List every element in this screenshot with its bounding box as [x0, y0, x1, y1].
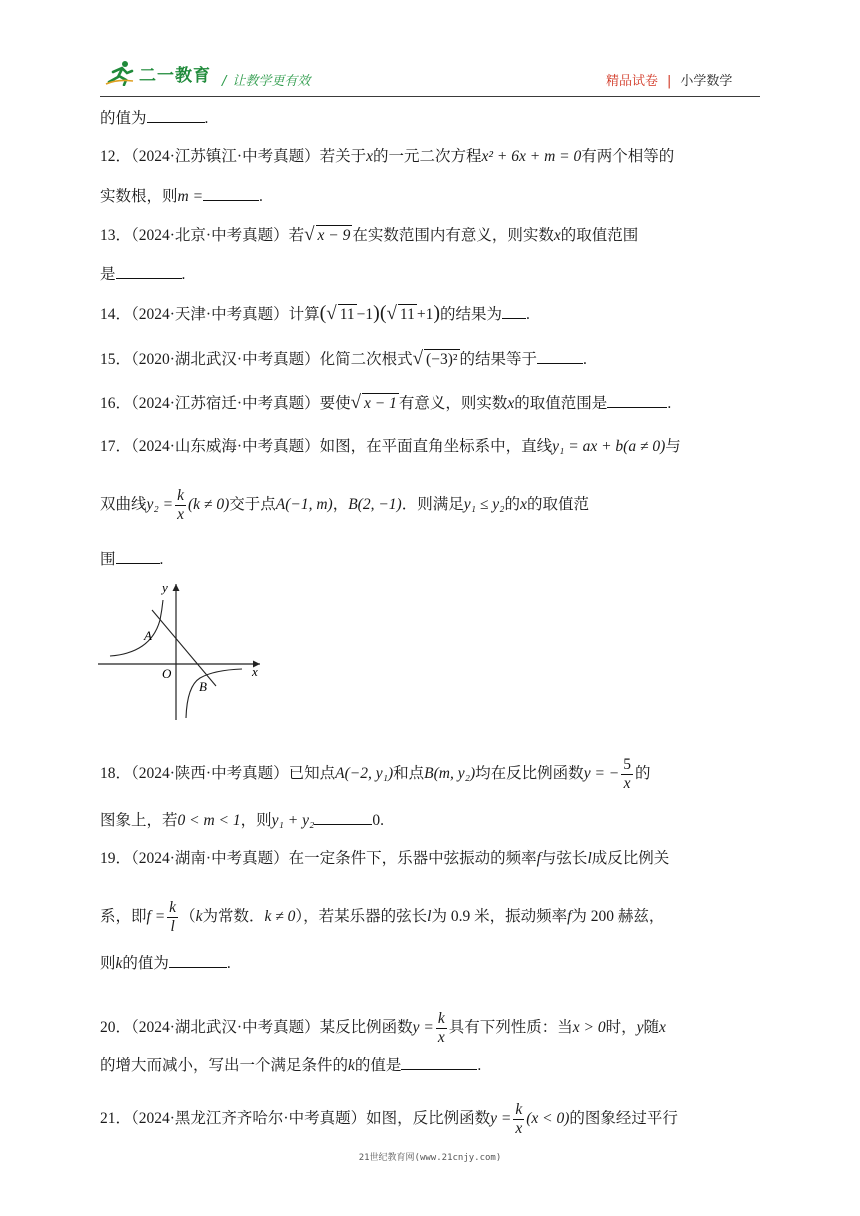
point-a-label: A [144, 628, 152, 643]
numerator: k [177, 487, 185, 504]
text: 的 [504, 496, 521, 514]
text: . [181, 266, 186, 283]
text: . [204, 110, 209, 127]
denominator: l [170, 918, 175, 935]
slogan [222, 70, 310, 89]
question-source: （2024·北京·中考真题） [131, 227, 289, 244]
origin-label: O [162, 666, 172, 681]
question-17 [100, 437, 681, 457]
fraction [513, 1101, 524, 1138]
text: （ [180, 908, 196, 926]
question-number: 15． [100, 351, 132, 368]
text: 随 [643, 1019, 659, 1037]
text: 则 [100, 955, 116, 972]
math: A(−2, y₁) [335, 765, 394, 783]
math: x − 1 [364, 395, 397, 412]
paren: ) [433, 302, 441, 324]
fraction [167, 899, 178, 936]
text: 的值为 [122, 955, 169, 972]
text: 某反比例函数 [319, 1019, 413, 1037]
fraction [436, 1010, 447, 1047]
text: 是 [100, 266, 116, 283]
question-12 [100, 147, 674, 167]
radical-sign: √ [304, 224, 315, 245]
answer-blank [607, 393, 667, 408]
question-19 [100, 849, 669, 869]
math: x [520, 496, 527, 514]
text: 的结果为 [440, 306, 503, 323]
denominator: x [437, 1029, 445, 1046]
math: l [427, 908, 432, 926]
text: ， [332, 496, 349, 514]
question-20 [100, 1010, 666, 1047]
math: x [659, 1019, 666, 1037]
fraction [175, 487, 186, 524]
math: −1 [356, 306, 374, 323]
math: +1 [416, 306, 434, 323]
text: 交于点 [229, 496, 276, 514]
text: 为常数． [202, 908, 265, 926]
denominator: x [515, 1120, 523, 1137]
math: 0 < m < 1 [177, 812, 241, 829]
question-12-line-2 [100, 186, 263, 207]
math: k [348, 1057, 355, 1074]
text: . [583, 351, 587, 368]
text: 的 [635, 765, 651, 783]
point-b-label: B [199, 679, 207, 694]
question-number: 14． [100, 306, 132, 323]
text: 为 200 赫兹， [571, 908, 665, 926]
math: 11 [399, 306, 415, 323]
math: x − 9 [317, 227, 351, 244]
text: 图象上，若 [100, 812, 178, 829]
text: 具有下列性质：当 [448, 1019, 573, 1037]
math: (−3)² [426, 351, 458, 368]
text: ．则满足 [401, 496, 464, 514]
answer-blank [169, 953, 227, 968]
text: 的取值范围 [560, 227, 639, 244]
math: y₁ + y₂ [271, 812, 315, 829]
text: 围 [100, 551, 116, 568]
text: 若关于 [319, 148, 367, 165]
question-source: （2024·湖北武汉·中考真题） [131, 1019, 320, 1037]
answer-blank [203, 186, 259, 201]
answer-blank [401, 1055, 477, 1070]
question-number: 21． [100, 1110, 132, 1128]
text: 有意义，则实数 [398, 395, 508, 412]
text: 计算 [288, 306, 320, 323]
math: y = [412, 1019, 434, 1037]
math: k [195, 908, 203, 926]
question-number: 17． [100, 438, 132, 455]
text: 若 [288, 227, 305, 244]
header-right [606, 70, 732, 89]
question-21 [100, 1101, 678, 1138]
hyperbola-branch-right [186, 669, 242, 718]
radical-sign: √ [350, 392, 362, 413]
numerator: k [515, 1101, 523, 1118]
text: 在一定条件下，乐器中弦振动的频率 [288, 850, 537, 867]
header-category: 精品试卷 [606, 74, 659, 89]
math: y = [490, 1110, 512, 1128]
question-number: 12． [100, 148, 132, 165]
text: . [159, 551, 164, 568]
math: l [587, 850, 592, 867]
text: . [477, 1057, 482, 1074]
question-15 [100, 349, 587, 370]
question-13 [100, 225, 638, 246]
question-19-line-3 [100, 953, 231, 974]
math: y₁ ≤ y₂ [463, 496, 505, 514]
text: 与弦长 [540, 850, 588, 867]
q17-graph [96, 578, 266, 724]
question-number: 13． [100, 227, 132, 244]
text: 双曲线 [100, 496, 147, 514]
radical-sign: √ [326, 303, 337, 324]
question-14 [100, 303, 530, 325]
paren: )( [373, 302, 387, 324]
question-source: （2024·黑龙江齐齐哈尔·中考真题） [131, 1110, 367, 1128]
answer-blank [116, 549, 160, 564]
denominator: x [623, 775, 631, 792]
runner-logo-icon [105, 60, 135, 86]
question-16 [100, 393, 671, 414]
math: x [366, 148, 373, 165]
text: ），若某乐器的弦长 [295, 908, 428, 926]
text: . [226, 955, 231, 972]
math: 11 [339, 306, 355, 323]
text: 的结果等于 [459, 351, 538, 368]
math: k ≠ 0 [264, 908, 296, 926]
text: 实数根，则 [100, 188, 178, 205]
answer-blank [116, 264, 182, 279]
text: 的图象经过平行 [569, 1110, 678, 1128]
math: B(m, y₂) [424, 765, 476, 783]
page-footer: 21世纪教育网(www.21cnjy.com) [358, 1153, 502, 1163]
numerator: k [169, 899, 177, 916]
math: x [507, 395, 515, 412]
hyperbola-branch-left [110, 600, 163, 656]
answer-blank [147, 108, 205, 123]
text: 如图，反比例函数 [366, 1110, 491, 1128]
header-subject: 小学数学 [680, 74, 733, 89]
question-20-line-2 [100, 1055, 481, 1076]
math: y = − [583, 765, 620, 783]
question-18-line-2 [100, 810, 384, 831]
question-source: （2020·湖北武汉·中考真题） [131, 351, 320, 368]
logo-text: 二一教育 [139, 65, 211, 86]
answer-blank [537, 349, 583, 364]
header-rule [100, 96, 760, 97]
math: x² + 6x + m = 0 [481, 148, 582, 165]
question-source: （2024·湖南·中考真题） [131, 850, 289, 867]
question-17-line-2 [100, 487, 589, 524]
denominator: x [177, 506, 185, 523]
numerator: k [437, 1010, 445, 1027]
question-number: 18． [100, 765, 132, 783]
text: 化简二次根式 [319, 351, 413, 368]
math: x [553, 227, 561, 244]
math: (k ≠ 0) [188, 496, 230, 514]
question-source: （2024·江苏镇江·中考真题） [131, 148, 320, 165]
text: 与 [665, 438, 681, 455]
math: (x < 0) [526, 1110, 570, 1128]
math: m = [177, 188, 204, 205]
text: 均在反比例函数 [475, 765, 584, 783]
text: . [526, 306, 530, 323]
text: 在实数范围内有意义，则实数 [352, 227, 554, 244]
text: 的值为 [100, 110, 147, 127]
math: y [636, 1019, 644, 1037]
slogan-separator: / [222, 74, 227, 89]
question-source: （2024·山东威海·中考真题） [131, 438, 320, 455]
math: f [536, 850, 541, 867]
math: y₁ = ax + b(a ≠ 0) [552, 438, 666, 455]
page-header [0, 0, 860, 100]
question-number: 19． [100, 850, 132, 867]
answer-blank [314, 810, 372, 825]
text: 为 0.9 米，振动频率 [431, 908, 568, 926]
text: 有两个相等的 [581, 148, 675, 165]
radical-sign: √ [412, 348, 424, 369]
numerator: 5 [623, 756, 631, 773]
fraction [621, 756, 633, 793]
math: B(2, −1) [348, 496, 402, 514]
text: 和点 [393, 765, 425, 783]
question-17-line-3 [100, 549, 163, 570]
question-13-line-2 [100, 264, 185, 285]
text: . [259, 188, 263, 205]
header-divider: | [667, 74, 672, 89]
radical-sign: √ [386, 303, 397, 324]
text: 如图，在平面直角坐标系中，直线 [319, 438, 553, 455]
question-18 [100, 756, 651, 793]
text: ，则 [240, 812, 272, 829]
text: 成反比例关 [591, 850, 670, 867]
text: 系，即 [100, 908, 147, 926]
text: 已知点 [288, 765, 336, 783]
math: f = [146, 908, 166, 926]
text: 的取值范 [526, 496, 589, 514]
text: 的取值范围是 [514, 395, 608, 412]
question-number: 20． [100, 1019, 132, 1037]
math: x > 0 [572, 1019, 606, 1037]
question-source: （2024·天津·中考真题） [131, 306, 289, 323]
y-axis-label: y [162, 580, 168, 595]
text: 的一元二次方程 [373, 148, 482, 165]
slogan-text: 让教学更有效 [232, 74, 311, 89]
question-19-line-2 [100, 899, 664, 936]
x-axis-label: x [252, 664, 258, 679]
text: 0. [372, 812, 385, 829]
paren: ( [319, 302, 327, 324]
text: 要使 [319, 395, 351, 412]
question-number: 16． [100, 395, 132, 412]
answer-blank [502, 304, 526, 319]
text: 时， [605, 1019, 637, 1037]
q11-continuation [100, 108, 208, 129]
logo [105, 60, 211, 86]
text: 的值是 [354, 1057, 402, 1074]
math: k [115, 955, 123, 972]
question-source: （2024·陕西·中考真题） [131, 765, 289, 783]
text: 的增大而减小，写出一个满足条件的 [100, 1057, 349, 1074]
math: y₂ = [146, 496, 174, 514]
text: . [667, 395, 672, 412]
math: f [567, 908, 572, 926]
math: A(−1, m) [275, 496, 333, 514]
question-source: （2024·江苏宿迁·中考真题） [131, 395, 320, 412]
